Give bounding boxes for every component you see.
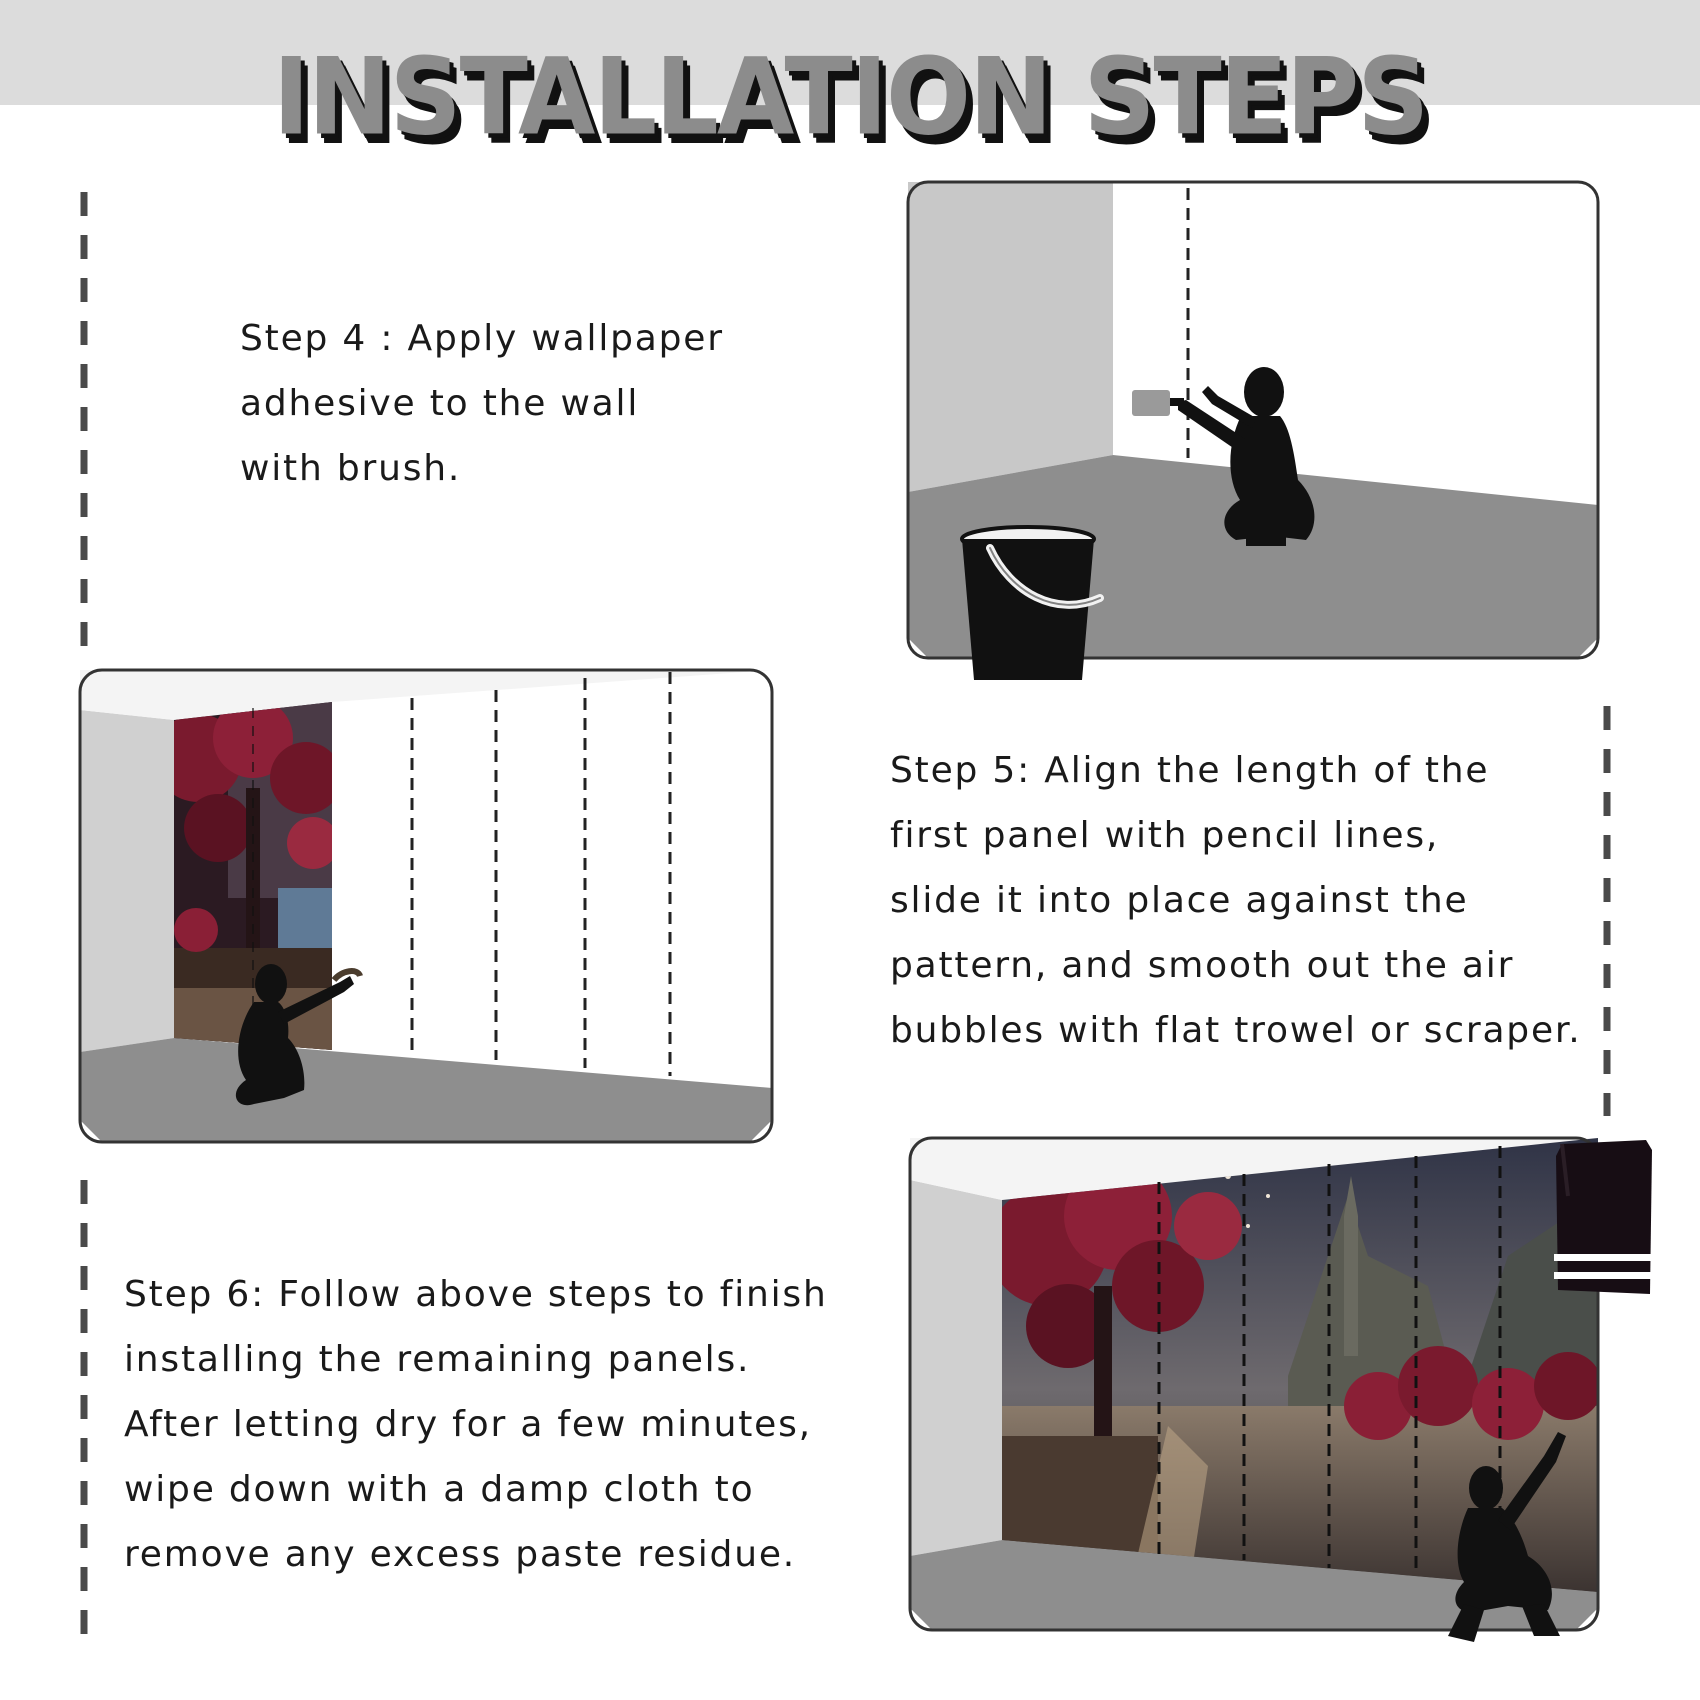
step-5-line: slide it into place against the [890,880,1469,921]
step-6-text [124,1262,828,1587]
step-4-illustration [906,180,1600,690]
bucket-icon [962,527,1100,680]
step-5-line: bubbles with flat trowel or scraper. [890,1010,1582,1051]
step-4-line: with brush. [240,448,462,489]
step-5-line: Step 5: Align the length of the [890,750,1490,791]
step-4-text [240,306,724,501]
step-6-line: wipe down with a damp cloth to [124,1469,755,1510]
room-side-wall [908,182,1113,492]
room-side-wall [80,710,174,1052]
step-6-line: After letting dry for a few minutes, [124,1404,812,1445]
step-5-text [890,738,1581,1063]
dashed-divider-left-bottom [78,1180,90,1640]
page-title: INSTALLATION STEPS [272,35,1428,160]
step-5-illustration [78,668,774,1146]
step-6-line: Step 6: Follow above steps to finish [124,1274,828,1315]
step-6-line: installing the remaining panels. [124,1339,751,1380]
cloth-icon [1554,1140,1652,1294]
step-4-line: Step 4 : Apply wallpaper [240,318,724,359]
step-5-line: pattern, and smooth out the air [890,945,1515,986]
step-5-line: first panel with pencil lines, [890,815,1440,856]
step-6-line: remove any excess paste residue. [124,1534,797,1575]
step-4-line: adhesive to the wall [240,383,640,424]
dashed-divider-right [1601,706,1613,1116]
room-side-wall [910,1180,1002,1556]
step-6-illustration [908,1136,1660,1666]
dashed-divider-left-top [78,192,90,652]
